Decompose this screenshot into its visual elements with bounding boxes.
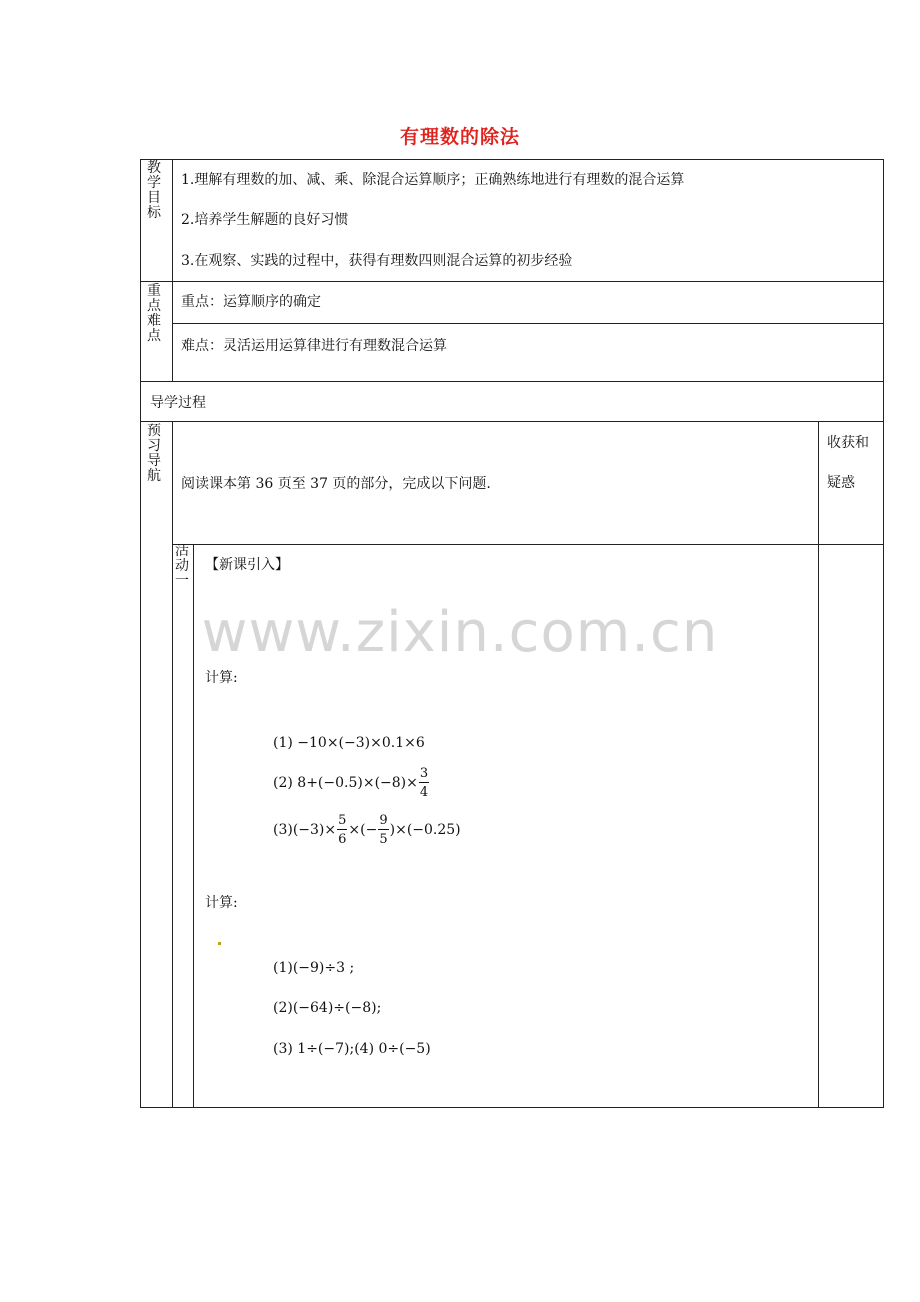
decorative-dot bbox=[218, 942, 221, 945]
activity-heading: 【新课引入】 bbox=[205, 557, 289, 573]
problem-2: (2) 8+(−0.5)×(−8)× $\frac{3}{4}$ bbox=[273, 766, 429, 800]
objective-item: 3.在观察、实践的过程中，获得有理数四则混合运算的初步经验 bbox=[181, 253, 573, 269]
preview-label: 预习导航 bbox=[147, 423, 161, 484]
problem-division: (2)(−64)÷(−8); bbox=[273, 1000, 382, 1016]
reflection-label: 疑惑 bbox=[827, 475, 855, 491]
page-title: 有理数的除法 bbox=[399, 126, 520, 148]
problem-division: (1)(−9)÷3 ; bbox=[273, 960, 355, 976]
problem-3: (3)(−3)× $\frac{5}{6}$ ×(− $\frac{9}{5}$ )×(−0.25) bbox=[273, 813, 461, 847]
fraction: $\frac{9}{5}$ bbox=[379, 813, 388, 847]
objectives-label: 教学目标 bbox=[147, 160, 161, 221]
problem-1: (1) −10×(−3)×0.1×6 bbox=[273, 735, 425, 751]
watermark: www.zixin.com.cn bbox=[201, 600, 719, 665]
activity-label: 活动一 bbox=[175, 544, 189, 589]
key-points-label: 重点难点 bbox=[147, 283, 161, 344]
reflection-label: 收获和 bbox=[827, 435, 869, 451]
fraction: $\frac{3}{4}$ bbox=[419, 766, 429, 800]
objective-item: 1.理解有理数的加、减、乘、除混合运算顺序；正确熟练地进行有理数的混合运算 bbox=[181, 172, 685, 188]
focus-point: 重点：运算顺序的确定 bbox=[181, 294, 321, 310]
problem-division: (3) 1÷(−7);(4) 0÷(−5) bbox=[273, 1041, 431, 1057]
difficulty-point: 难点：灵活运用运算律进行有理数混合运算 bbox=[181, 338, 447, 354]
process-header: 导学过程 bbox=[150, 395, 206, 411]
fraction: $\frac{5}{6}$ bbox=[338, 813, 347, 847]
preview-text: 阅读课本第 36 页至 37 页的部分，完成以下问题. bbox=[181, 476, 491, 492]
objective-item: 2.培养学生解题的良好习惯 bbox=[181, 212, 349, 228]
calc-label: 计算: bbox=[205, 670, 238, 686]
calc-label: 计算: bbox=[205, 895, 238, 911]
